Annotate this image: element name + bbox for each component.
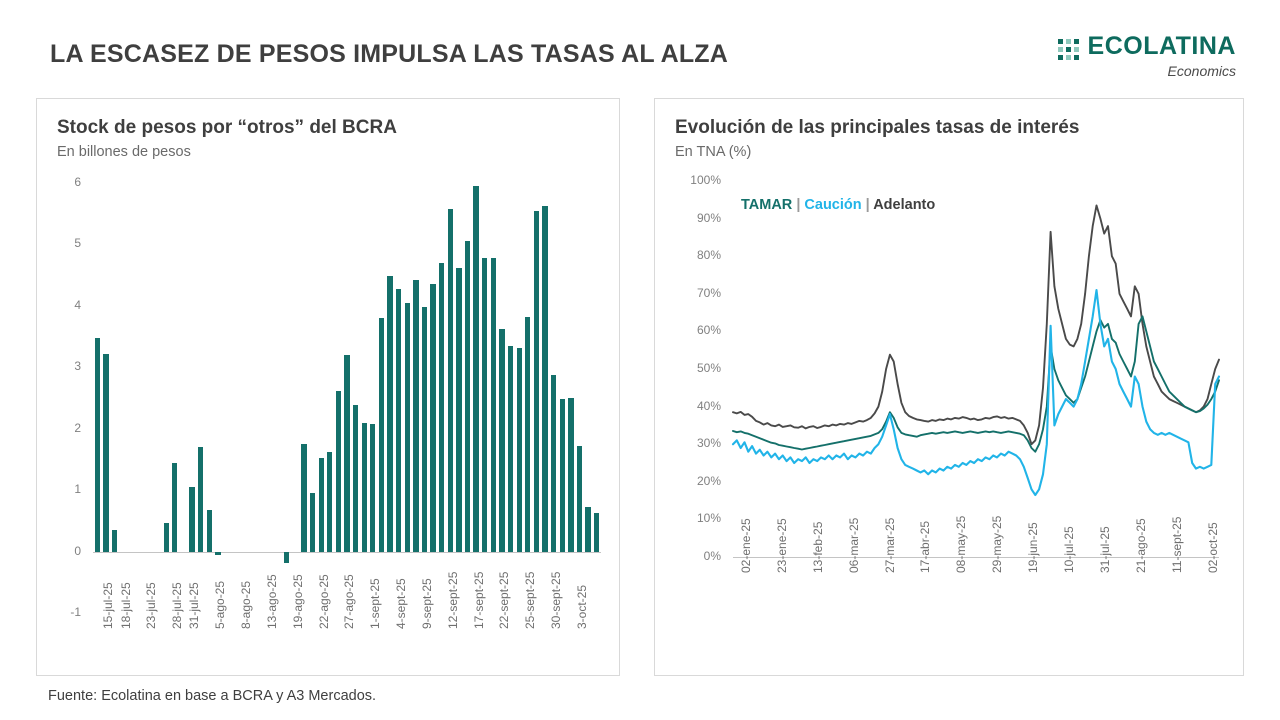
line-x-tick-label: 10-jul-25	[1062, 526, 1076, 573]
bar-x-tick-label: 17-sept-25	[471, 571, 486, 629]
line-series-caucion	[733, 290, 1219, 495]
bar	[465, 241, 470, 551]
bar	[439, 263, 444, 552]
bar	[499, 329, 504, 551]
bar	[284, 552, 289, 563]
bar-x-tick-label: 22-sept-25	[497, 571, 512, 629]
bar-x-tick-label: 1-sept-25	[368, 578, 383, 629]
bar	[172, 463, 177, 552]
bar-x-tick-label: 15-jul-25	[101, 582, 116, 629]
bar-x-tick-label: 18-jul-25	[118, 582, 133, 629]
bar-x-tick-label: 4-sept-25	[394, 578, 409, 629]
bar	[456, 268, 461, 552]
bar	[344, 355, 349, 552]
bar	[336, 391, 341, 552]
bar	[517, 348, 522, 552]
line-series-tamar	[733, 316, 1219, 451]
line-x-tick-label: 13-feb-25	[810, 521, 825, 573]
bar-y-tick-label: 4	[74, 297, 81, 312]
bar	[396, 289, 401, 552]
brand-logo	[1058, 34, 1236, 82]
bar-x-tick-label: 3-oct-25	[574, 584, 589, 629]
line-y-tick-label: 0%	[703, 549, 721, 563]
line-y-tick-label: 50%	[696, 361, 721, 375]
bar	[473, 186, 478, 552]
bar	[577, 446, 582, 552]
bar-x-tick-label: 31-jul-25	[187, 582, 202, 629]
line-x-tick-label: 02-oct-25	[1205, 522, 1220, 573]
line-chart	[655, 99, 1245, 677]
line-y-tick-label: 20%	[696, 473, 721, 488]
bar-y-tick-label: 0	[74, 543, 81, 558]
line-x-tick-label: 02-ene-25	[739, 518, 753, 573]
bar	[568, 398, 573, 552]
bar	[422, 307, 427, 551]
bar	[207, 510, 212, 552]
bar	[319, 458, 324, 551]
panel-tasas-interes	[654, 98, 1244, 676]
bar	[482, 258, 487, 552]
bar-x-tick-label: 23-jul-25	[144, 582, 159, 629]
bar	[430, 284, 435, 551]
bar-x-tick-label: 25-sept-25	[523, 571, 538, 629]
line-x-tick-label: 29-may-25	[990, 515, 1005, 573]
bar	[327, 452, 332, 552]
line-y-tick-label: 60%	[696, 323, 721, 338]
bar-y-tick-label: 2	[74, 420, 81, 435]
bar	[370, 424, 375, 552]
bar	[560, 399, 565, 551]
brand-name: ECOLATINA	[1087, 32, 1236, 60]
bar-x-tick-label: 5-ago-25	[213, 580, 228, 629]
bar-y-tick-label: 6	[74, 175, 81, 189]
source-note: Fuente: Ecolatina en base a BCRA y A3 Mercados.	[48, 688, 377, 704]
legend-item-caucion: Caución	[804, 197, 862, 213]
bar	[189, 487, 194, 552]
legend-separator-1: |	[796, 197, 801, 213]
bar	[534, 211, 539, 552]
slide-header	[0, 0, 1280, 92]
right-chart-title: Evolución de las principales tasas de interés	[675, 117, 1080, 138]
bar-x-tick-label: 30-sept-25	[549, 571, 564, 629]
bar	[310, 493, 315, 551]
line-x-tick-label: 23-ene-25	[774, 518, 789, 573]
line-x-tick-label: 31-jul-25	[1097, 526, 1112, 573]
line-y-tick-label: 80%	[696, 248, 721, 263]
line-series-adelanto	[733, 205, 1219, 444]
bar	[379, 318, 384, 551]
bar	[112, 530, 117, 552]
bar	[525, 317, 530, 552]
left-chart-subtitle: En billones de pesos	[57, 144, 191, 160]
bar-x-tick-label: 9-sept-25	[419, 578, 434, 629]
line-x-tick-label: 06-mar-25	[846, 517, 861, 573]
bar-x-tick-label: 13-ago-25	[264, 574, 279, 629]
bar	[95, 338, 100, 552]
line-y-tick-label: 100%	[690, 173, 721, 187]
bar-x-tick-label: 27-ago-25	[342, 574, 357, 629]
bar	[164, 523, 169, 552]
bar-zero-axis	[93, 552, 601, 553]
line-y-tick-label: 70%	[696, 285, 721, 300]
bar-x-tick-label: 19-ago-25	[290, 574, 305, 629]
legend-item-adelanto: Adelanto	[873, 197, 936, 213]
bar	[491, 258, 496, 552]
page-title: LA ESCASEZ DE PESOS IMPULSA LAS TASAS AL ALZA	[50, 40, 729, 68]
bar-x-tick-label: 8-ago-25	[239, 580, 254, 629]
bar	[353, 405, 358, 551]
bar-y-tick-label: 3	[74, 359, 81, 374]
line-y-tick-label: 30%	[696, 436, 721, 451]
line-x-tick-label: 27-mar-25	[882, 517, 897, 573]
line-x-tick-label: 11-sept-25	[1169, 516, 1184, 573]
brand-dots-icon	[1058, 39, 1079, 60]
legend-item-tamar: TAMAR	[741, 197, 793, 213]
bar	[594, 513, 599, 551]
bar	[585, 507, 590, 551]
panel-stock-pesos	[36, 98, 620, 676]
line-y-tick-label: 40%	[696, 398, 721, 413]
bar	[387, 276, 392, 551]
bar	[198, 447, 203, 551]
bar	[405, 303, 410, 552]
bar	[542, 206, 547, 551]
line-x-tick-label: 19-jun-25	[1026, 522, 1041, 573]
bar-y-tick-label: 5	[74, 236, 81, 251]
legend-separator-2: |	[865, 197, 870, 213]
bar	[301, 444, 306, 552]
bar	[448, 209, 453, 552]
line-series-group	[655, 99, 1245, 677]
brand-subtitle: Economics	[1167, 63, 1236, 79]
line-x-tick-label: 08-may-25	[954, 515, 969, 573]
right-chart-subtitle: En TNA (%)	[675, 144, 752, 160]
bar-y-tick-label: -1	[70, 605, 81, 619]
bar	[508, 346, 513, 552]
bar	[413, 280, 418, 552]
bar-x-tick-label: 12-sept-25	[445, 571, 460, 629]
bar	[215, 552, 220, 555]
bar-x-tick-label: 28-jul-25	[170, 582, 185, 629]
line-y-tick-label: 90%	[696, 210, 721, 225]
bar-x-tick-label: 22-ago-25	[316, 574, 331, 629]
left-chart-title: Stock de pesos por “otros” del BCRA	[57, 117, 397, 138]
bar-chart	[37, 99, 621, 677]
bar	[103, 354, 108, 552]
line-x-tick-label: 21-ago-25	[1133, 518, 1148, 573]
bar	[362, 423, 367, 552]
bar	[551, 375, 556, 552]
brand-text	[1088, 34, 1236, 82]
line-x-tick-label: 17-abr-25	[918, 520, 933, 573]
bar-y-tick-label: 1	[74, 482, 81, 497]
line-y-tick-label: 10%	[696, 511, 721, 526]
